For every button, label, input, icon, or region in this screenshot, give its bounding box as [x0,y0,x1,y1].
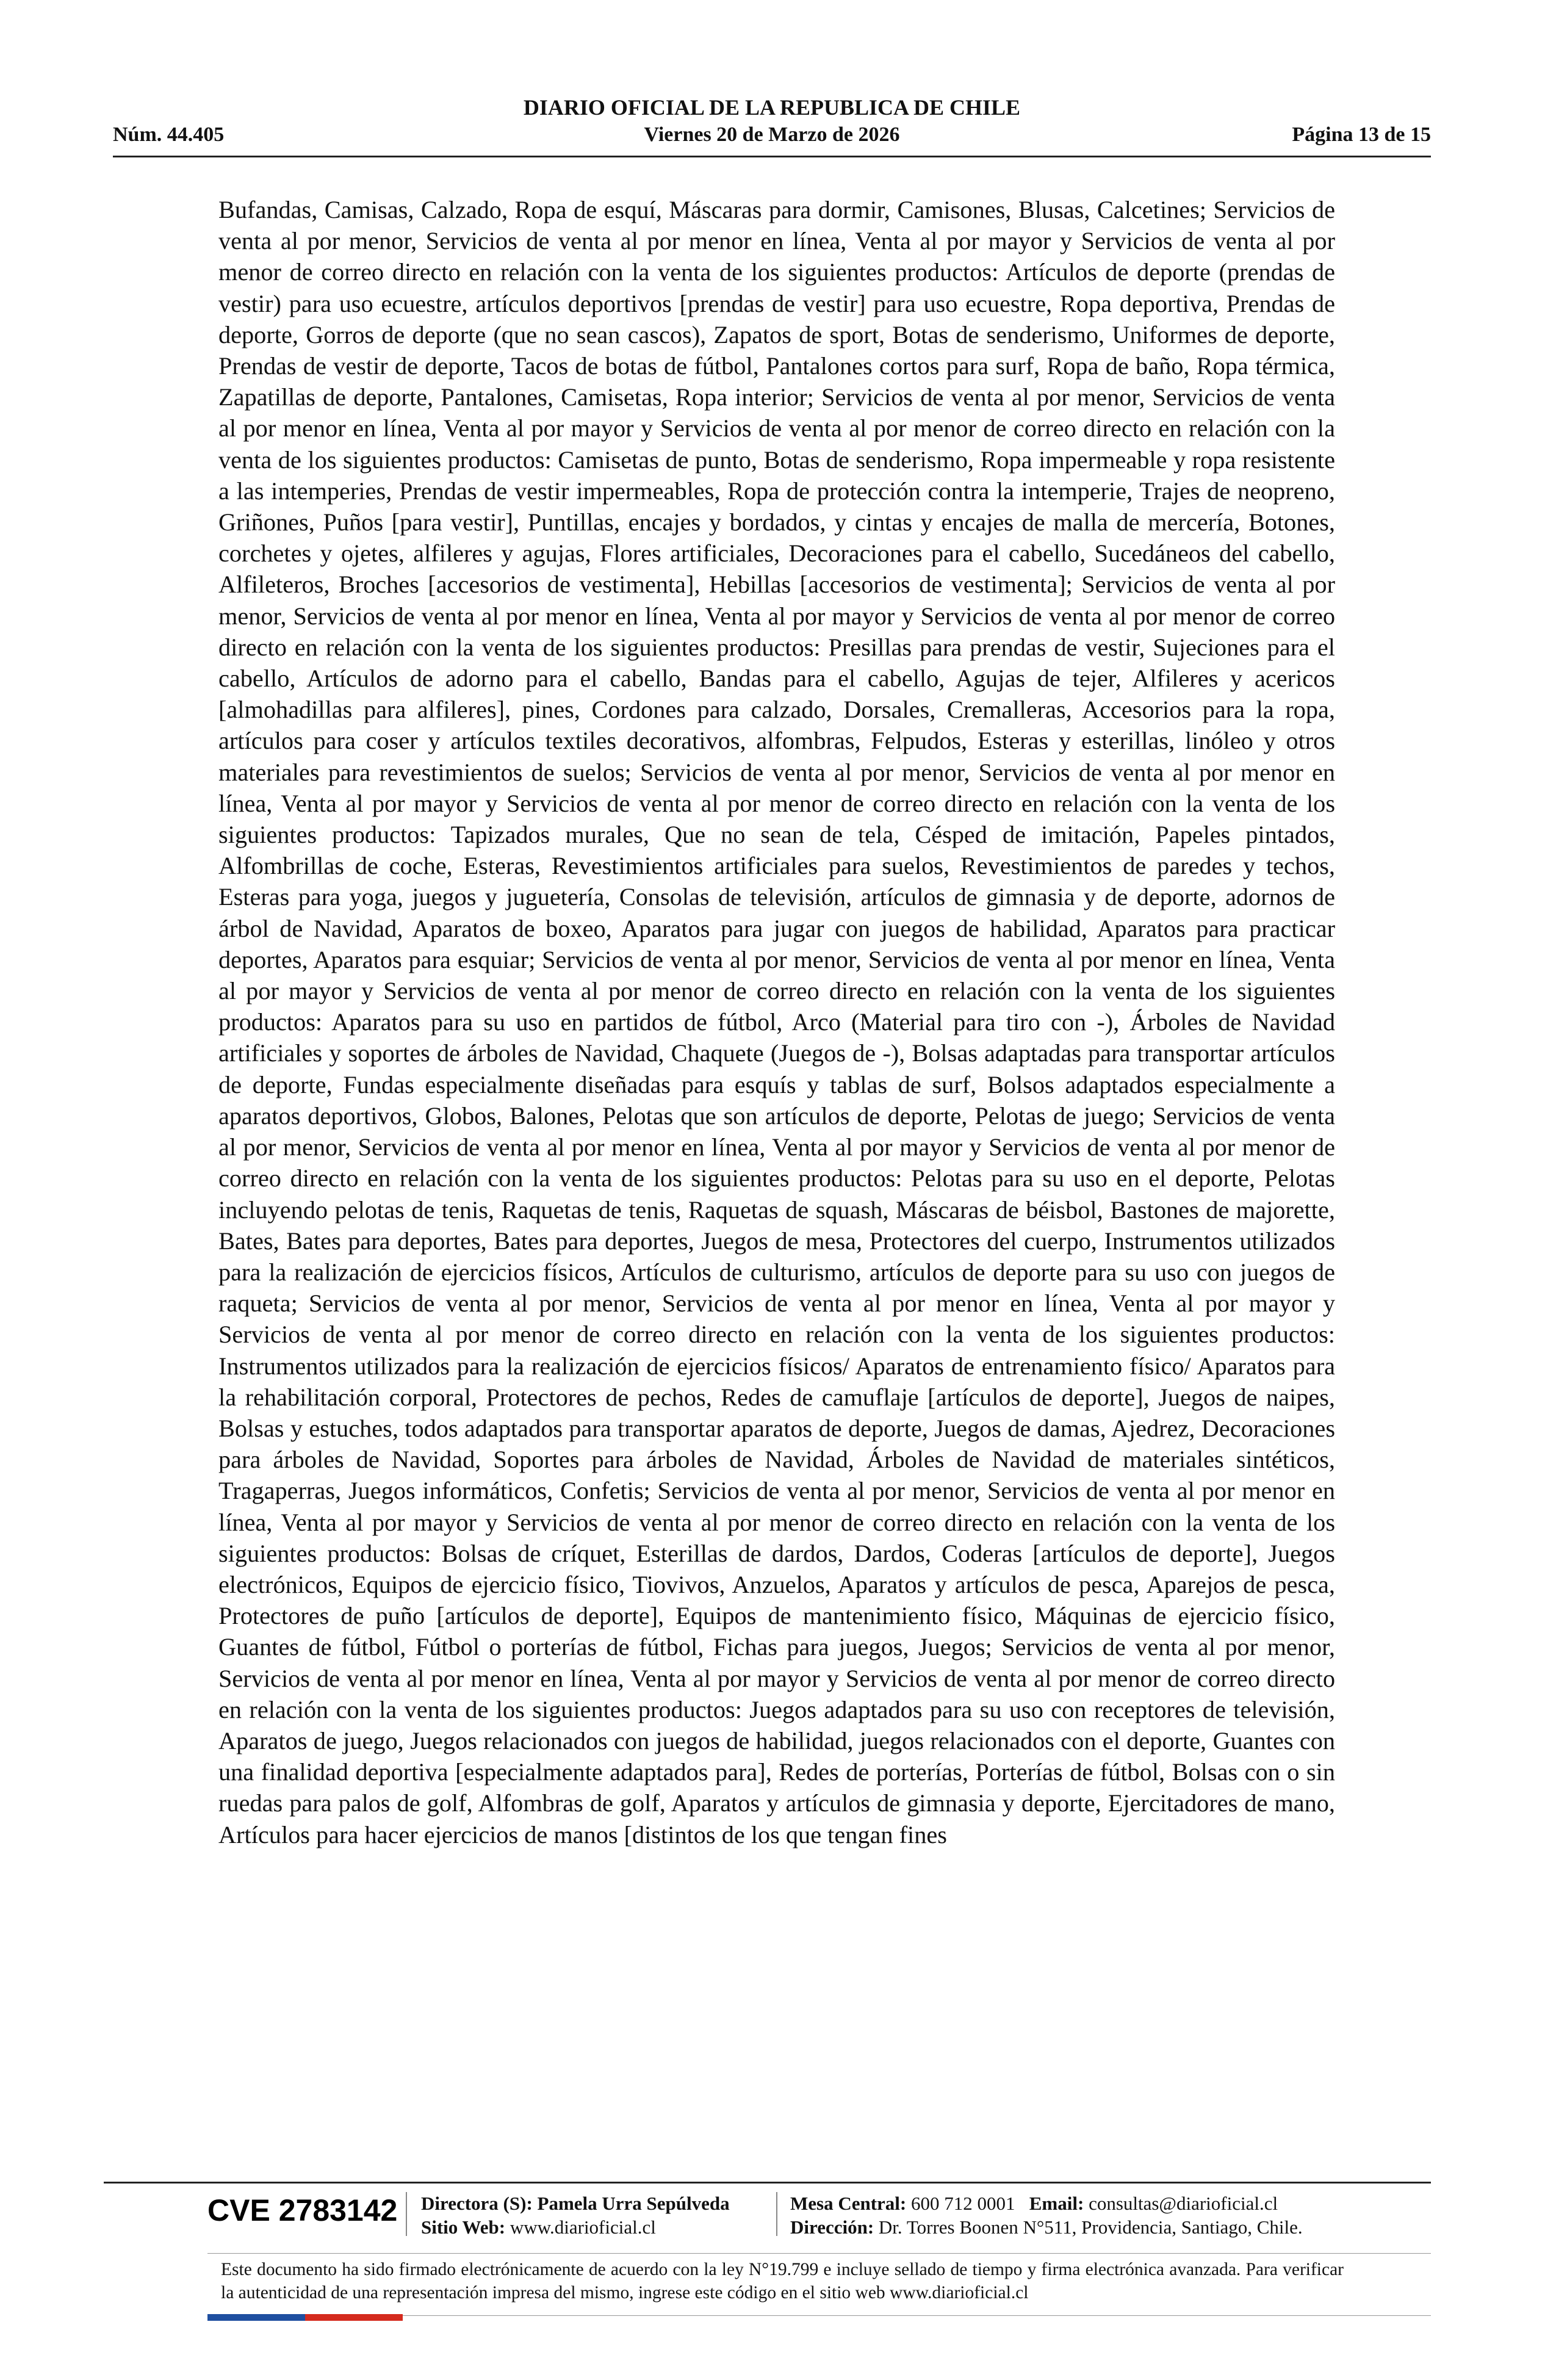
page-number: Página 13 de 15 [1292,123,1431,146]
signature-disclaimer: Este documento ha sido firmado electrónicamente de acuerdo con la ley N°19.799 e incluye sellado de tiempo y firma electrónica avanzada. Para verificar la autenticidad de una representación impresa del mismo, ingrese este código en el sitio web www.diarioficial.cl [221,2260,1344,2302]
director-label: Directora (S): [421,2193,533,2214]
issue-number: Núm. 44.405 [113,123,225,146]
email-link[interactable]: consultas@diarioficial.cl [1089,2193,1278,2214]
flag-blue-segment [207,2314,305,2321]
website-link[interactable]: www.diarioficial.cl [510,2216,656,2238]
footer-thin-divider [207,2253,1431,2254]
phone-label: Mesa Central: [790,2193,907,2214]
footer-contact-block [790,2191,1303,2239]
cve-code: CVE 2783142 [207,2193,398,2227]
newspaper-title: DIARIO OFICIAL DE LA REPUBLICA DE CHILE [523,95,1021,120]
website-label: Sitio Web: [421,2216,506,2238]
phone-number: 600 712 0001 [911,2193,1015,2214]
address-text: Dr. Torres Boonen N°511, Providencia, Santiago, Chile. [878,2216,1303,2238]
page-header [113,95,1431,156]
issue-date: Viernes 20 de Marzo de 2026 [644,123,900,146]
chile-flag-stripe [207,2314,403,2321]
footer-director-block [421,2191,730,2239]
header-divider [113,156,1431,157]
footer-separator [776,2192,777,2236]
email-label: Email: [1029,2193,1084,2214]
footer-divider [104,2182,1431,2183]
address-label: Dirección: [790,2216,874,2238]
flag-red-segment [305,2314,403,2321]
director-name: Pamela Urra Sepúlveda [537,2193,730,2214]
footer-separator [406,2192,407,2236]
body-paragraph: Bufandas, Camisas, Calzado, Ropa de esquí, Máscaras para dormir, Camisones, Blusas, Calcetines; Servicios de venta al por menor, Servicios de venta al por menor en línea, Venta al por mayor y Servicios de venta al por menor de correo directo en relación con la venta de los siguientes productos: Artículos de deporte (prendas de vestir) para uso ecuestre, artículos deportivos [prendas de vestir] para uso ecuestre, Ropa deportiva, Prendas de deporte, Gorros de deporte (que no sean cascos), Zapatos de sport, Botas de senderismo, Uniformes de deporte, Prendas de vestir de deporte, Tacos de botas de fútbol, Pantalones cortos para surf, Ropa de baño, Ropa térmica, Zapatillas de deporte, Pantalones, Camisetas, Ropa interior; Servicios de venta al por menor, Servicios de venta al por menor en línea, Venta al por mayor y Servicios de venta al por menor de correo directo en relación con la venta de los siguientes productos: Camisetas de punto, Botas de senderismo, Ropa impermeable y ropa resistente a las intemperies, Prendas de vestir impermeables, Ropa de protección contra la intemperie, Trajes de neopreno, Griñones, Puños [para vestir], Puntillas, encajes y bordados, y cintas y encajes de malla de mercería, Botones, corchetes y ojetes, alfileres y agujas, Flores artificiales, Decoraciones para el cabello, Sucedáneos del cabello, Alfileteros, Broches [accesorios de vestimenta], Hebillas [accesorios de vestimenta]; Servicios de venta al por menor, Servicios de venta al por menor en línea, Venta al por mayor y Servicios de venta al por menor de correo directo en relación con la venta de los siguientes productos: Presillas para prendas de vestir, Sujeciones para el cabello, Artículos de adorno para el cabello, Bandas para el cabello, Agujas de tejer, Alfileres y acericos [almohadillas para alfileres], pines, Cordones para calzado, Dorsales, Cremalleras, Accesorios para la ropa, artículos para coser y artículos textiles decorativos, alfombras, Felpudos, Esteras y esterillas, linóleo y otros materiales para revestimientos de suelos; Servicios de venta al por menor, Servicios de venta al por menor en línea, Venta al por mayor y Servicios de venta al por menor de correo directo en relación con la venta de los siguientes productos: Tapizados murales, Que no sean de tela, Césped de imitación, Papeles pintados, Alfombrillas de coche, Esteras, Revestimientos artificiales para suelos, Revestimientos de paredes y techos, Esteras para yoga, juegos y juguetería, Consolas de televisión, artículos de gimnasia y de deporte, adornos de árbol de Navidad, Aparatos de boxeo, Aparatos para jugar con juegos de habilidad, Aparatos para practicar deportes, Aparatos para esquiar; Servicios de venta al por menor, Servicios de venta al por menor en línea, Venta al por mayor y Servicios de venta al por menor de correo directo en relación con la venta de los siguientes productos: Aparatos para su uso en partidos de fútbol, Arco (Material para tiro con -), Árboles de Navidad artificiales y soportes de árboles de Navidad, Chaquete (Juegos de -), Bolsas adaptadas para transportar artículos de deporte, Fundas especialmente diseñadas para esquís y tablas de surf, Bolsos adaptados especialmente a aparatos deportivos, Globos, Balones, Pelotas que son artículos de deporte, Pelotas de juego; Servicios de venta al por menor, Servicios de venta al por menor en línea, Venta al por mayor y Servicios de venta al por menor de correo directo en relación con la venta de los siguientes productos: Pelotas para su uso en el deporte, Pelotas incluyendo pelotas de tenis, Raquetas de tenis, Raquetas de squash, Máscaras de béisbol, Bastones de majorette, Bates, Bates para deportes, Bates para deportes, Juegos de mesa, Protectores del cuerpo, Instrumentos utilizados para la realización de ejercicios físicos, Artículos de culturismo, artículos de deporte para su uso con juegos de raqueta; Servicios de venta al por menor, Servicios de venta al por menor en línea, Venta al por mayor y Servicios de venta al por menor de correo directo en relación con la venta de los siguientes productos: Instrumentos utilizados para la realización de ejercicios físicos/ Aparatos de entrenamiento físico/ Aparatos para la rehabilitación corporal, Protectores de pechos, Redes de camuflaje [artículos de deporte], Juegos de naipes, Bolsas y estuches, todos adaptados para transportar aparatos de deporte, Juegos de damas, Ajedrez, Decoraciones para árboles de Navidad, Soportes para árboles de Navidad, Árboles de Navidad de materiales sintéticos, Tragaperras, Juegos informáticos, Confetis; Servicios de venta al por menor, Servicios de venta al por menor en línea, Venta al por mayor y Servicios de venta al por menor de correo directo en relación con la venta de los siguientes productos: Bolsas de críquet, Esterillas de dardos, Dardos, Coderas [artículos de deporte], Juegos electrónicos, Equipos de ejercicio físico, Tiovivos, Anzuelos, Aparatos y artículos de pesca, Aparejos de pesca, Protectores de puño [artículos de deporte], Equipos de mantenimiento físico, Máquinas de ejercicio físico, Guantes de fútbol, Fútbol o porterías de fútbol, Fichas para juegos, Juegos; Servicios de venta al por menor, Servicios de venta al por menor en línea, Venta al por mayor y Servicios de venta al por menor de correo directo en relación con la venta de los siguientes productos: Juegos adaptados para su uso con receptores de televisión, Aparatos de juego, Juegos relacionados con juegos de habilidad, juegos relacionados con el deporte, Guantes con una finalidad deportiva [especialmente adaptados para], Redes de porterías, Porterías de fútbol, Bolsas con o sin ruedas para palos de golf, Alfombras de golf, Aparatos y artículos de gimnasia y deporte, Ejercitadores de mano, Artículos para hacer ejercicios de manos [distintos de los que tengan fines [218,196,1335,1848]
